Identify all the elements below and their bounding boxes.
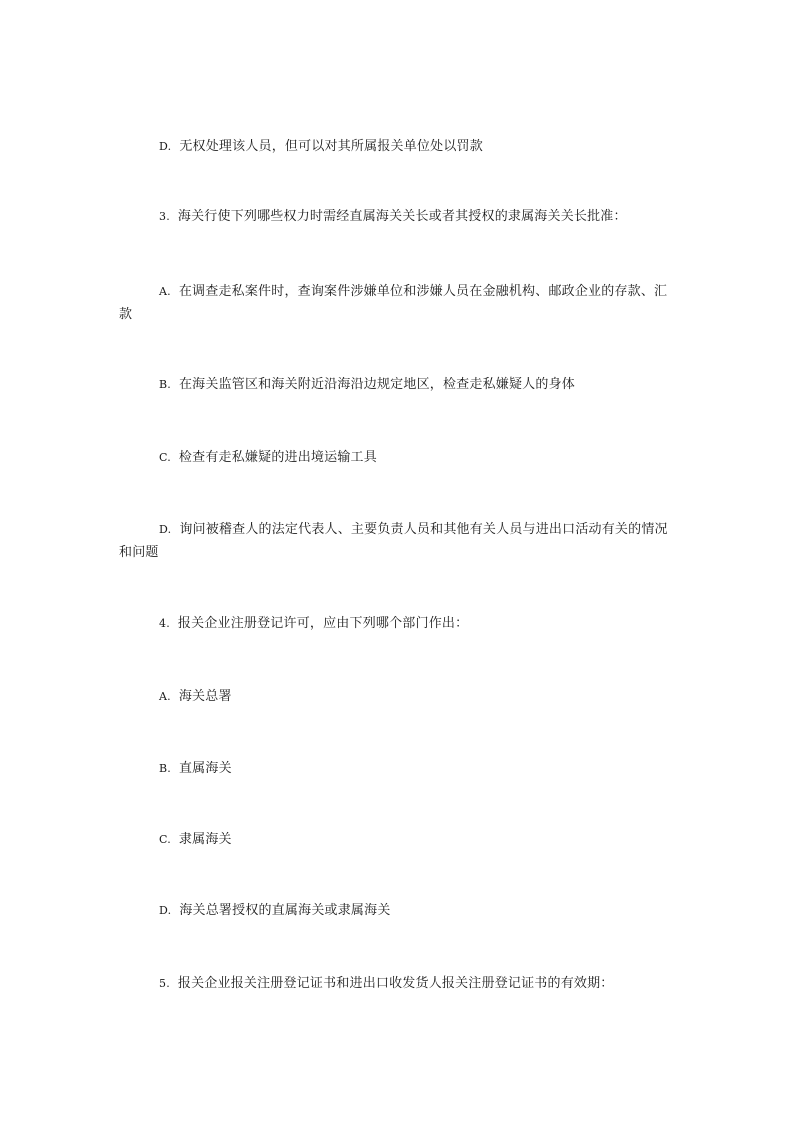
option-text: 直属海关 — [178, 761, 232, 776]
option-label: D. — [159, 140, 172, 153]
question-text: 报关企业报关注册登记证书和进出口收发货人报关注册登记证书的有效期： — [177, 976, 614, 991]
option-c-q4 — [119, 828, 679, 851]
option-b-q4 — [119, 757, 679, 780]
option-text: 隶属海关 — [178, 832, 232, 847]
option-label: D. — [159, 523, 172, 536]
option-label: B. — [159, 378, 171, 391]
option-text: 在调查走私案件时，查询案件涉嫌单位和涉嫌人员在金融机构、邮政企业的存款、汇款 — [119, 284, 668, 322]
option-text: 检查有走私嫌疑的进出境运输工具 — [178, 450, 377, 465]
option-d-q2 — [119, 135, 679, 158]
option-label: B. — [159, 762, 171, 775]
option-text: 无权处理该人员，但可以对其所属报关单位处以罚款 — [179, 139, 483, 154]
option-a-q4 — [119, 685, 679, 708]
option-b-q3 — [119, 373, 679, 396]
option-label: A. — [159, 285, 171, 298]
option-label: A. — [159, 690, 171, 703]
question-number: 5. — [159, 977, 170, 990]
question-number: 4. — [159, 617, 170, 630]
question-text: 海关行使下列哪些权力时需经直属海关关长或者其授权的隶属海关关长批准： — [177, 209, 627, 224]
option-text: 海关总署 — [178, 689, 232, 704]
option-text: 在海关监管区和海关附近沿海沿边规定地区，检查走私嫌疑人的身体 — [178, 377, 575, 392]
option-d-q4 — [119, 899, 679, 922]
option-label: C. — [159, 451, 171, 464]
question-4 — [119, 612, 679, 635]
option-label: C. — [159, 833, 171, 846]
option-c-q3 — [119, 446, 679, 469]
question-5 — [119, 972, 679, 995]
option-text: 询问被稽查人的法定代表人、主要负责人员和其他有关人员与进出口活动有关的情况和问题 — [119, 522, 668, 560]
question-text: 报关企业注册登记许可，应由下列哪个部门作出： — [177, 616, 469, 631]
option-text: 海关总署授权的直属海关或隶属海关 — [179, 903, 391, 918]
option-a-q3 — [119, 280, 679, 326]
question-3 — [119, 205, 679, 228]
option-label: D. — [159, 904, 172, 917]
question-number: 3. — [159, 210, 170, 223]
option-d-q3 — [119, 518, 679, 564]
